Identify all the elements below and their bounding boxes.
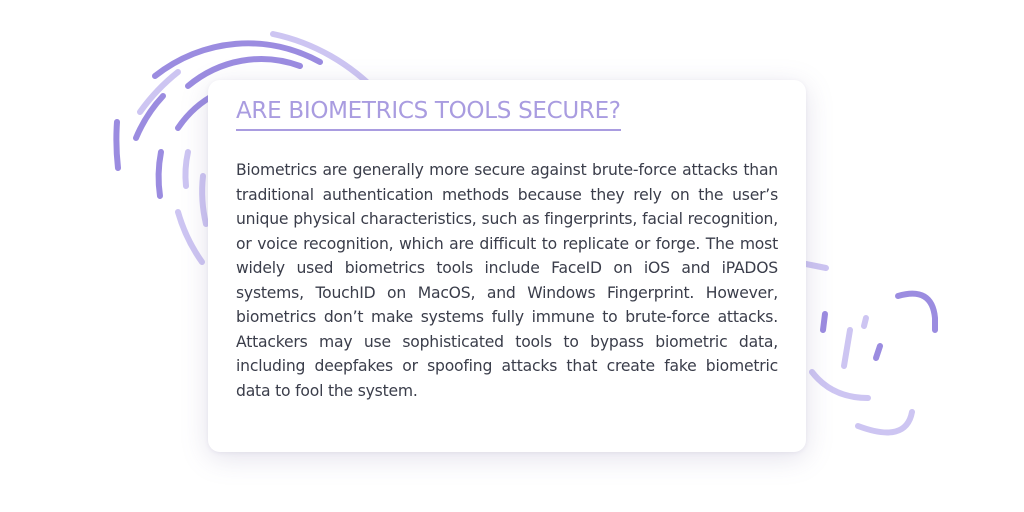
card-title: ARE BIOMETRICS TOOLS SECURE?: [236, 96, 621, 131]
face-scan-icon: [806, 264, 935, 432]
info-card: [208, 80, 806, 452]
card-body-text: Biometrics are generally more secure against brute-force attacks than traditional authentication methods because they rely on the user’s unique physical characteristics, such as fingerprints, facial recognition, or voice recognition, which are difficult to replicate or forge. The most widely used biometrics tools include FaceID on iOS and iPADOS systems, TouchID on MacOS, and Windows Fingerprint. However, biometrics don’t make systems fully immune to brute-force attacks. Attackers may use sophisticated tools to bypass biometric data, including deepfakes or spoofing attacks that create fake biometric data to fool the system.: [236, 161, 778, 400]
